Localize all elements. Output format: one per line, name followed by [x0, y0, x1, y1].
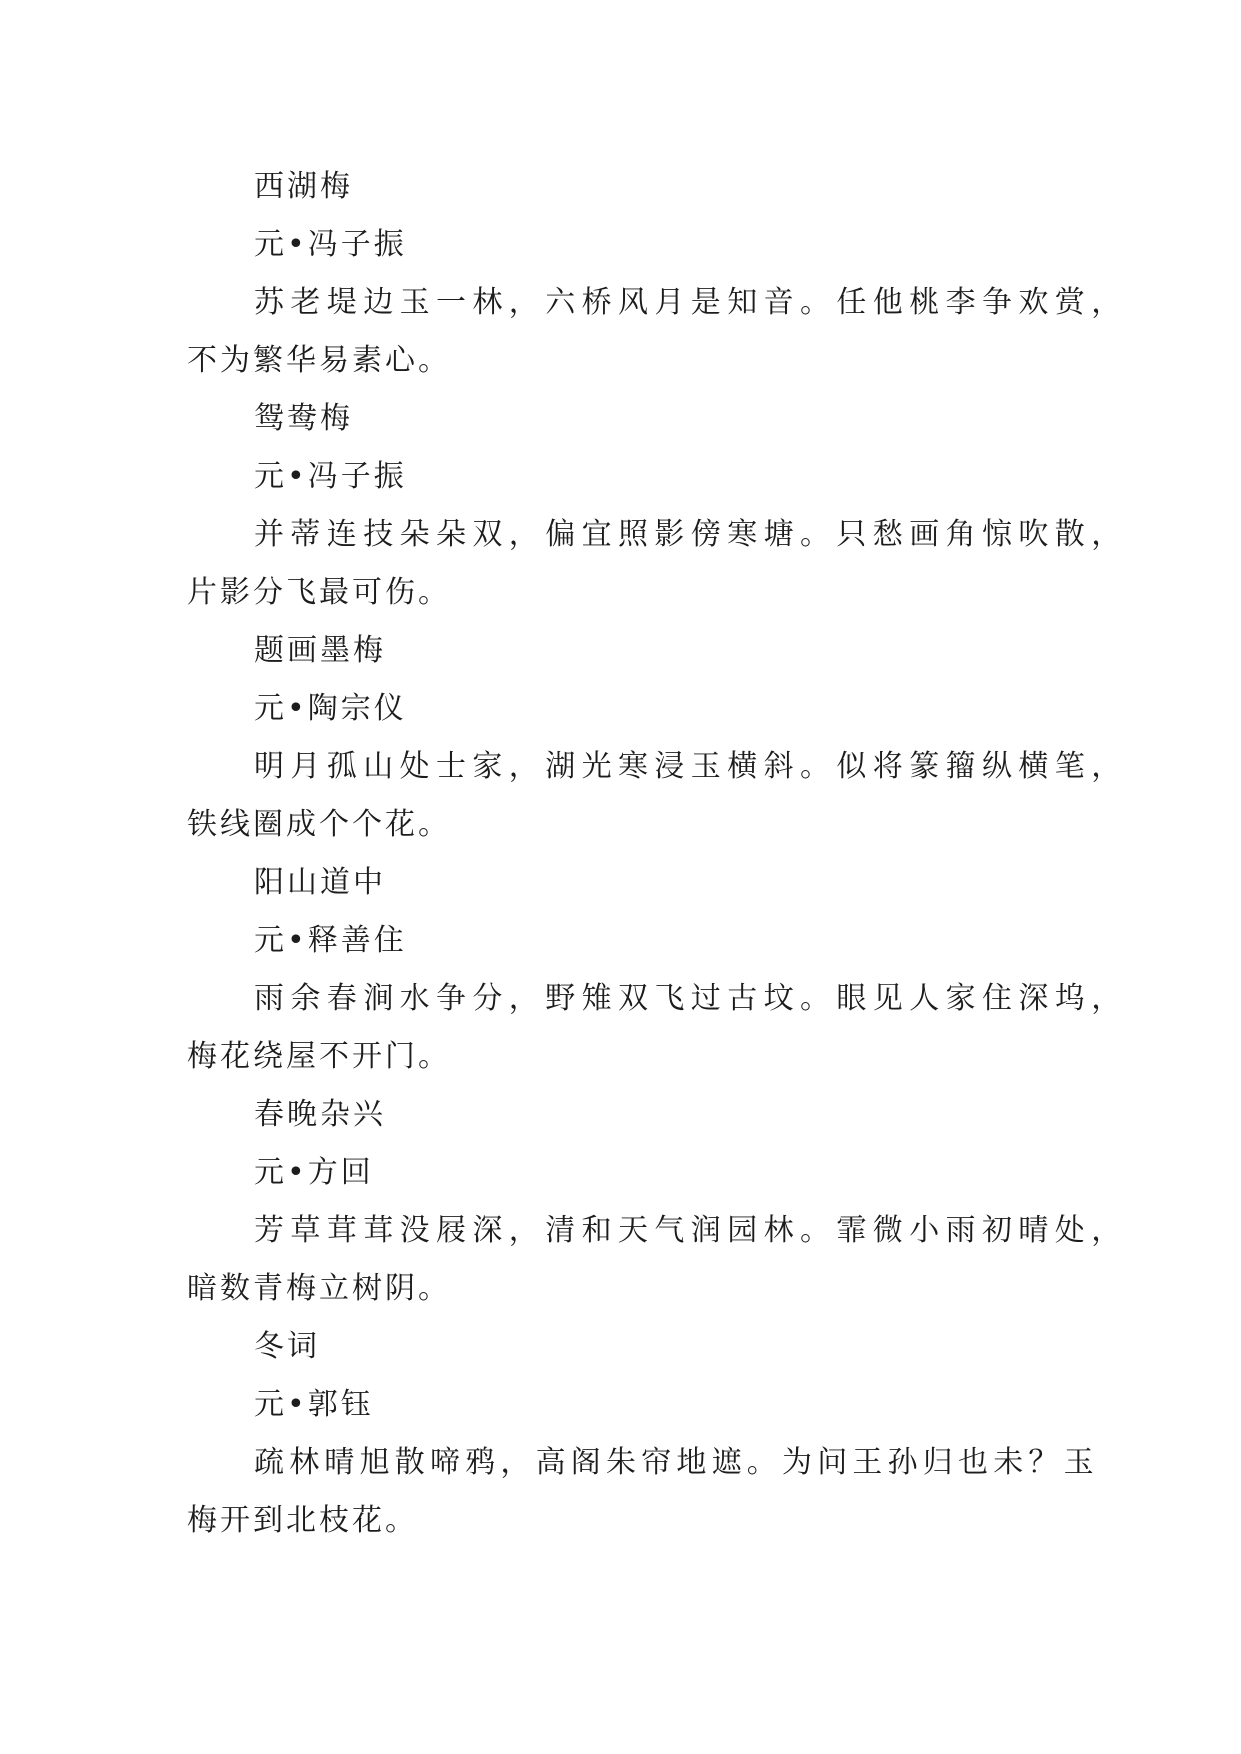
- poem-body-line: 片影分飞最可伤。: [187, 575, 451, 610]
- poem-body-line: 疏林晴旭散啼鸦，高阁朱帘地遮。为问王孙归也未？玉: [254, 1445, 1099, 1480]
- poem-title: 春晚杂兴: [254, 1097, 386, 1132]
- poem-body-line: 雨余春涧水争分，野雉双飞过古坟。眼见人家住深坞，: [254, 981, 1128, 1016]
- poem: [187, 158, 1128, 390]
- poem-author: 元•方回: [254, 1155, 374, 1190]
- poem-body-line: 苏老堤边玉一林，六桥风月是知音。任他桃李争欢赏，: [254, 285, 1128, 320]
- poem: [187, 622, 1128, 854]
- poem-body-line: 梅花绕屋不开门。: [187, 1039, 451, 1074]
- poem-body-line: 并蒂连技朵朵双，偏宜照影傍寒塘。只愁画角惊吹散，: [254, 517, 1128, 552]
- poem-body-line: 暗数青梅立树阴。: [187, 1271, 451, 1306]
- poem-author: 元•陶宗仪: [254, 691, 407, 726]
- poem-author: 元•冯子振: [254, 459, 407, 494]
- poem-body-line: 梅开到北枝花。: [187, 1503, 418, 1538]
- poem-author: 元•郭钰: [254, 1387, 374, 1422]
- poem-body-line: 芳草茸茸没屐深，清和天气润园林。霏微小雨初晴处，: [254, 1213, 1128, 1248]
- poem-title: 鸳鸯梅: [254, 401, 353, 436]
- poem-collection: [187, 158, 1128, 1550]
- poem: [187, 390, 1128, 622]
- poem-author: 元•冯子振: [254, 227, 407, 262]
- poem: [187, 1086, 1128, 1318]
- poem-author: 元•释善住: [254, 923, 407, 958]
- poem-title: 阳山道中: [254, 865, 386, 900]
- poem-title: 题画墨梅: [254, 633, 386, 668]
- poem-body-line: 不为繁华易素心。: [187, 343, 451, 378]
- poem-title: 西湖梅: [254, 169, 353, 204]
- poem-title: 冬词: [254, 1329, 320, 1364]
- poem-body-line: 明月孤山处士家，湖光寒浸玉横斜。似将篆籀纵横笔，: [254, 749, 1128, 784]
- poem-body-line: 铁线圈成个个花。: [187, 807, 451, 842]
- poem: [187, 854, 1128, 1086]
- poem: [187, 1318, 1099, 1550]
